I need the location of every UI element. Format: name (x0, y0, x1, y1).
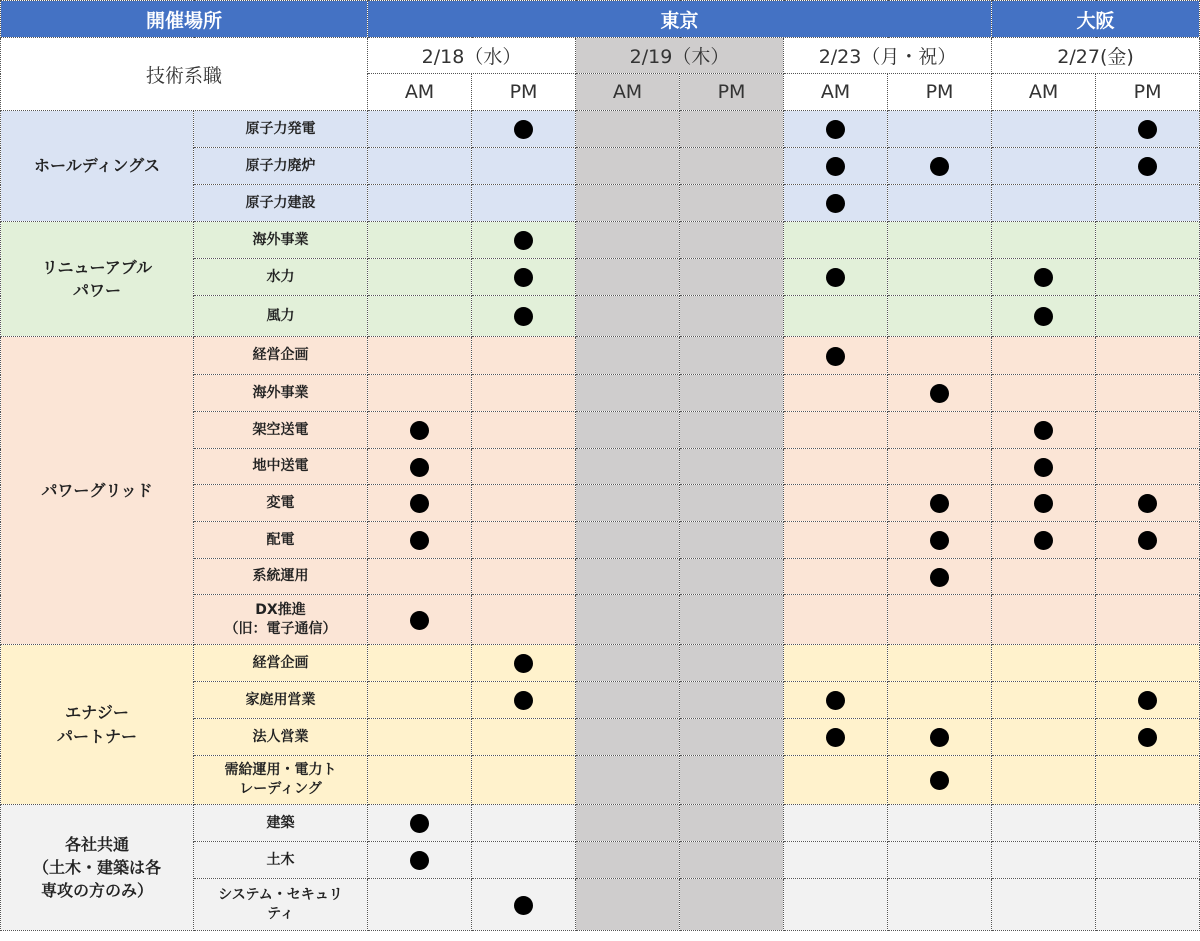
schedule-cell (472, 185, 576, 222)
schedule-cell (992, 485, 1096, 522)
date-2-19: 2/19（木） (576, 38, 784, 74)
job-label-line: 原子力廃炉 (245, 157, 316, 174)
schedule-cell (680, 645, 784, 682)
schedule-cell (576, 719, 680, 756)
schedule-cell (784, 805, 888, 842)
available-dot (514, 654, 533, 673)
available-dot (826, 347, 845, 366)
table-row (1, 645, 1200, 682)
job-label (194, 222, 368, 259)
schedule-cell (992, 559, 1096, 595)
schedule-cell (992, 148, 1096, 185)
available-dot (514, 268, 533, 287)
job-label (194, 485, 368, 522)
schedule-cell (472, 805, 576, 842)
available-dot (930, 728, 949, 747)
available-dot (826, 691, 845, 710)
schedule-cell (576, 259, 680, 296)
job-label-line: 原子力建設 (245, 194, 316, 211)
schedule-cell (680, 805, 784, 842)
slot-label: PM (1096, 74, 1200, 111)
available-dot (930, 771, 949, 790)
slot-label: AM (368, 74, 472, 111)
schedule-cell (1096, 222, 1200, 259)
schedule-cell (472, 375, 576, 412)
schedule-cell (472, 645, 576, 682)
schedule-cell (992, 449, 1096, 485)
schedule-cell (784, 522, 888, 559)
schedule-cell (576, 756, 680, 805)
job-label-line: 建築 (266, 814, 295, 831)
schedule-cell (680, 375, 784, 412)
schedule-cell (784, 842, 888, 879)
schedule-cell (784, 222, 888, 259)
group-name-line: （土木・建築は各 (32, 857, 161, 877)
schedule-cell (680, 222, 784, 259)
tokyo-header: 東京 (368, 1, 992, 38)
schedule-cell (472, 485, 576, 522)
schedule-cell (1096, 645, 1200, 682)
available-dot (410, 458, 429, 477)
schedule-cell (680, 595, 784, 645)
schedule-cell (368, 559, 472, 595)
schedule-cell (992, 375, 1096, 412)
job-label (194, 412, 368, 449)
schedule-cell (472, 879, 576, 931)
schedule-cell (1096, 111, 1200, 148)
available-dot (410, 421, 429, 440)
schedule-cell (576, 485, 680, 522)
schedule-cell (680, 485, 784, 522)
available-dot (826, 194, 845, 213)
schedule-cell (368, 682, 472, 719)
schedule-cell (576, 412, 680, 449)
schedule-cell (1096, 148, 1200, 185)
schedule-cell (1096, 375, 1200, 412)
available-dot (1138, 157, 1157, 176)
schedule-cell (368, 449, 472, 485)
available-dot (1138, 120, 1157, 139)
schedule-cell (992, 645, 1096, 682)
schedule-cell (784, 645, 888, 682)
schedule-cell (784, 682, 888, 719)
schedule-cell (1096, 682, 1200, 719)
job-label-line: 海外事業 (252, 384, 309, 401)
schedule-cell (576, 296, 680, 337)
schedule-cell (472, 337, 576, 375)
schedule-cell (784, 148, 888, 185)
date-row (1, 38, 1200, 74)
schedule-cell (680, 756, 784, 805)
available-dot (826, 157, 845, 176)
job-label (194, 185, 368, 222)
schedule-cell (888, 296, 992, 337)
job-label (194, 756, 368, 805)
schedule-cell (576, 185, 680, 222)
group-name-line: パートナー (56, 726, 137, 746)
schedule-cell (784, 337, 888, 375)
schedule-cell (784, 719, 888, 756)
job-label (194, 595, 368, 645)
venue-label: 開催場所 (1, 1, 368, 38)
slot-label: AM (576, 74, 680, 111)
schedule-cell (472, 111, 576, 148)
group-name-line: 専攻の方のみ） (40, 881, 153, 901)
job-label (194, 337, 368, 375)
schedule-cell (784, 185, 888, 222)
schedule-cell (472, 449, 576, 485)
available-dot (826, 120, 845, 139)
job-label (194, 296, 368, 337)
schedule-cell (472, 682, 576, 719)
schedule-cell (368, 259, 472, 296)
schedule-cell (1096, 842, 1200, 879)
available-dot (1138, 494, 1157, 513)
schedule-cell (576, 682, 680, 719)
schedule-cell (368, 337, 472, 375)
available-dot (826, 728, 845, 747)
schedule-cell (888, 111, 992, 148)
available-dot (410, 531, 429, 550)
schedule-cell (680, 449, 784, 485)
table-row (1, 111, 1200, 148)
available-dot (514, 896, 533, 915)
schedule-cell (680, 522, 784, 559)
schedule-cell (576, 522, 680, 559)
schedule-cell (1096, 485, 1200, 522)
schedule-cell (368, 595, 472, 645)
schedule-cell (992, 296, 1096, 337)
available-dot (930, 157, 949, 176)
schedule-cell (680, 559, 784, 595)
schedule-cell (1096, 259, 1200, 296)
job-label (194, 842, 368, 879)
job-label-line: 風力 (266, 307, 295, 324)
schedule-cell (992, 111, 1096, 148)
schedule-cell (1096, 595, 1200, 645)
job-label-line: DX推進 (255, 601, 306, 618)
schedule-cell (1096, 412, 1200, 449)
date-2-18: 2/18（水） (368, 38, 576, 74)
schedule-cell (576, 111, 680, 148)
schedule-cell (1096, 296, 1200, 337)
job-label-line: レーディング (239, 781, 322, 797)
schedule-cell (888, 682, 992, 719)
available-dot (1138, 531, 1157, 550)
schedule-cell (368, 111, 472, 148)
date-2-27: 2/27(金) (992, 38, 1200, 74)
group-name-line: パワー (72, 281, 121, 300)
schedule-cell (784, 595, 888, 645)
schedule-cell (680, 185, 784, 222)
available-dot (930, 531, 949, 550)
schedule-cell (784, 412, 888, 449)
schedule-cell (888, 412, 992, 449)
schedule-cell (368, 522, 472, 559)
job-label (194, 449, 368, 485)
schedule-cell (888, 259, 992, 296)
schedule-cell (680, 682, 784, 719)
schedule-cell (576, 842, 680, 879)
schedule-cell (472, 222, 576, 259)
job-label (194, 375, 368, 412)
schedule-cell (992, 842, 1096, 879)
schedule-cell (368, 296, 472, 337)
schedule-cell (576, 222, 680, 259)
schedule-cell (368, 485, 472, 522)
schedule-cell (992, 222, 1096, 259)
job-label-line: 架空送電 (252, 421, 309, 438)
slot-label: AM (784, 74, 888, 111)
schedule-cell (784, 485, 888, 522)
group-name (1, 805, 194, 931)
schedule-cell (992, 719, 1096, 756)
available-dot (410, 611, 429, 630)
schedule-cell (888, 645, 992, 682)
group-name-line: ホールディングス (34, 156, 160, 176)
table-row (1, 222, 1200, 259)
job-label (194, 522, 368, 559)
job-label-line: 家庭用営業 (245, 691, 316, 708)
schedule-cell (680, 111, 784, 148)
job-label-line: 水力 (266, 268, 295, 285)
available-dot (1138, 728, 1157, 747)
schedule-cell (576, 337, 680, 375)
schedule-cell (368, 222, 472, 259)
available-dot (930, 494, 949, 513)
slot-label: AM (992, 74, 1096, 111)
schedule-cell (1096, 559, 1200, 595)
group-name-line: リニューアブル (41, 257, 153, 277)
schedule-cell (1096, 337, 1200, 375)
job-label-line: 経営企画 (252, 347, 309, 364)
schedule-cell (368, 645, 472, 682)
job-label-line: 配電 (266, 531, 295, 548)
schedule-cell (1096, 185, 1200, 222)
schedule-cell (992, 879, 1096, 931)
available-dot (1034, 458, 1053, 477)
group-name (1, 337, 194, 645)
schedule-cell (1096, 522, 1200, 559)
schedule-cell (576, 645, 680, 682)
schedule-cell (680, 337, 784, 375)
schedule-cell (992, 805, 1096, 842)
group-name-line: 各社共通 (64, 834, 129, 854)
schedule-cell (992, 337, 1096, 375)
available-dot (514, 231, 533, 250)
schedule-cell (680, 879, 784, 931)
schedule-cell (472, 719, 576, 756)
schedule-cell (992, 185, 1096, 222)
schedule-cell (368, 719, 472, 756)
schedule-cell (368, 805, 472, 842)
schedule-cell (680, 719, 784, 756)
schedule-cell (784, 559, 888, 595)
job-label (194, 559, 368, 595)
job-label (194, 682, 368, 719)
job-label (194, 259, 368, 296)
available-dot (1034, 421, 1053, 440)
job-label-line: 法人営業 (252, 728, 309, 745)
group-name (1, 111, 194, 222)
schedule-cell (992, 412, 1096, 449)
schedule-cell (680, 842, 784, 879)
osaka-header: 大阪 (992, 1, 1200, 38)
schedule-cell (680, 148, 784, 185)
schedule-cell (472, 595, 576, 645)
available-dot (410, 851, 429, 870)
schedule-cell (888, 805, 992, 842)
schedule-cell (472, 412, 576, 449)
venue-header-row (1, 1, 1200, 38)
table-row (1, 337, 1200, 375)
schedule-cell (888, 559, 992, 595)
job-label-line: 需給運用・電力ト (224, 762, 337, 779)
schedule-cell (888, 842, 992, 879)
schedule-cell (368, 375, 472, 412)
schedule-cell (784, 375, 888, 412)
job-label-line: 変電 (266, 494, 295, 511)
schedule-cell (368, 185, 472, 222)
schedule-cell (992, 522, 1096, 559)
schedule-cell (992, 756, 1096, 805)
schedule-cell (888, 185, 992, 222)
slot-label: PM (680, 74, 784, 111)
schedule-cell (888, 522, 992, 559)
schedule-cell (992, 259, 1096, 296)
job-label (194, 645, 368, 682)
job-label (194, 111, 368, 148)
schedule-cell (1096, 756, 1200, 805)
schedule-cell (784, 756, 888, 805)
schedule-cell (680, 259, 784, 296)
table-row (1, 805, 1200, 842)
available-dot (930, 568, 949, 587)
schedule-cell (888, 222, 992, 259)
schedule-cell (784, 111, 888, 148)
group-name-line: パワーグリッド (41, 480, 153, 500)
schedule-cell (472, 259, 576, 296)
slot-label: PM (472, 74, 576, 111)
schedule-cell (680, 296, 784, 337)
job-label-line: 系統運用 (252, 568, 309, 585)
job-label-line: （旧：電子通信） (224, 620, 337, 637)
group-name-line: エナジー (65, 703, 129, 723)
schedule-cell (576, 559, 680, 595)
job-label-line: 海外事業 (252, 231, 309, 248)
schedule-cell (888, 879, 992, 931)
available-dot (1034, 531, 1053, 550)
schedule-cell (576, 449, 680, 485)
schedule-cell (472, 842, 576, 879)
available-dot (514, 307, 533, 326)
schedule-cell (472, 148, 576, 185)
schedule-cell (576, 879, 680, 931)
job-label-line: 土木 (266, 851, 295, 868)
available-dot (514, 691, 533, 710)
schedule-cell (992, 595, 1096, 645)
schedule-body (1, 111, 1200, 931)
job-label (194, 805, 368, 842)
schedule-cell (992, 682, 1096, 719)
schedule-cell (472, 296, 576, 337)
job-label-line: 経営企画 (252, 654, 309, 671)
schedule-cell (576, 375, 680, 412)
schedule-cell (888, 148, 992, 185)
group-name (1, 222, 194, 337)
schedule-cell (888, 485, 992, 522)
schedule-cell (888, 756, 992, 805)
available-dot (1034, 268, 1053, 287)
schedule-cell (1096, 719, 1200, 756)
schedule-cell (368, 756, 472, 805)
schedule-cell (888, 719, 992, 756)
available-dot (1138, 691, 1157, 710)
schedule-cell (784, 879, 888, 931)
schedule-cell (576, 805, 680, 842)
schedule-cell (472, 559, 576, 595)
schedule-cell (576, 595, 680, 645)
job-type-label: 技術系職 (1, 38, 368, 111)
schedule-cell (888, 337, 992, 375)
schedule-cell (472, 756, 576, 805)
schedule-cell (1096, 879, 1200, 931)
schedule-cell (888, 449, 992, 485)
schedule-cell (784, 296, 888, 337)
schedule-cell (1096, 449, 1200, 485)
available-dot (410, 494, 429, 513)
schedule-cell (368, 842, 472, 879)
schedule-cell (1096, 805, 1200, 842)
job-label-line: 地中送電 (252, 458, 309, 475)
schedule-cell (368, 879, 472, 931)
job-label (194, 719, 368, 756)
group-name (1, 645, 194, 805)
job-label-line: システム・セキュリ (218, 886, 343, 903)
schedule-cell (784, 259, 888, 296)
job-label-line: ティ (267, 905, 294, 922)
schedule-cell (784, 449, 888, 485)
available-dot (930, 384, 949, 403)
schedule-cell (888, 375, 992, 412)
job-label-line: 原子力発電 (245, 120, 316, 137)
available-dot (1034, 494, 1053, 513)
schedule-cell (368, 148, 472, 185)
schedule-cell (472, 522, 576, 559)
schedule-cell (576, 148, 680, 185)
schedule-cell (888, 595, 992, 645)
job-label (194, 879, 368, 931)
date-2-23: 2/23（月・祝） (784, 38, 992, 74)
available-dot (826, 268, 845, 287)
schedule-cell (368, 412, 472, 449)
schedule-cell (680, 412, 784, 449)
available-dot (514, 120, 533, 139)
job-label (194, 148, 368, 185)
available-dot (1034, 307, 1053, 326)
slot-label: PM (888, 74, 992, 111)
available-dot (410, 814, 429, 833)
